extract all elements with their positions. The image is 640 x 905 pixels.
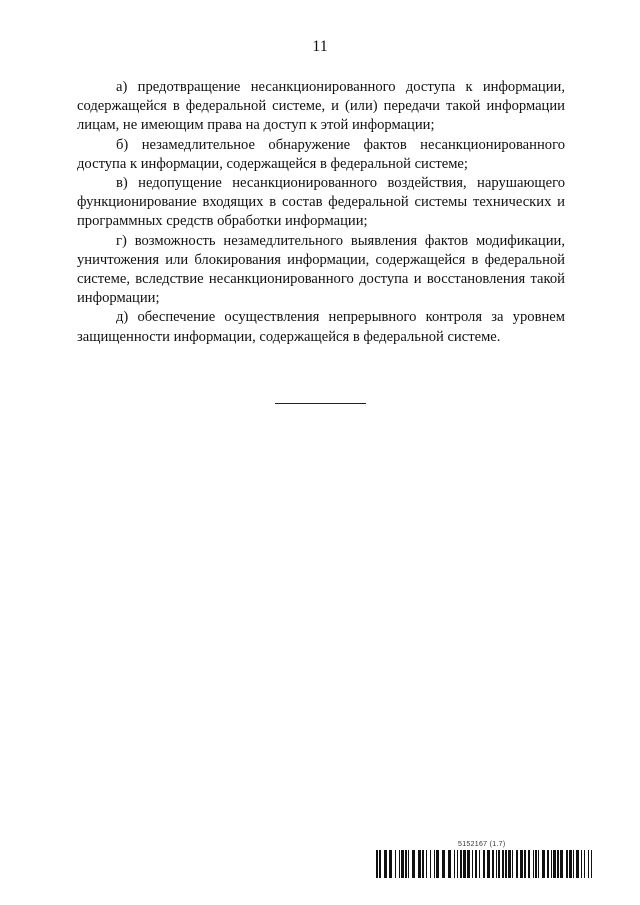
document-body	[77, 78, 565, 347]
paragraph-v: в) недопущение несанкционированного воздействия, нарушающего функционирование входящих в состав федеральной системы технических и программных средств обработки информации;	[77, 175, 565, 230]
document-code: 5152167 (1.7)	[458, 841, 506, 848]
paragraph-g: г) возможность незамедлительного выявления фактов модификации, уничтожения или блокирования информации, содержащейся в федеральной системе, вследствие несанкционированного доступа и восстановления такой информации;	[77, 232, 565, 307]
paragraph-d: д) обеспечение осуществления непрерывного контроля за уровнем защищенности информации, содержащейся в федеральной системе.	[77, 309, 565, 345]
paragraph-a: а) предотвращение несанкционированного доступа к информации, содержащейся в федеральной системе, и (или) передачи такой информации лицам, не имеющим права на доступ к этой информации;	[77, 79, 565, 134]
end-of-text-rule	[275, 403, 366, 404]
barcode	[376, 850, 592, 878]
page-number: 11	[312, 38, 328, 55]
paragraph-b: б) незамедлительное обнаружение фактов несанкционированного доступа к информации, содержащейся в федеральной системе;	[77, 136, 565, 172]
